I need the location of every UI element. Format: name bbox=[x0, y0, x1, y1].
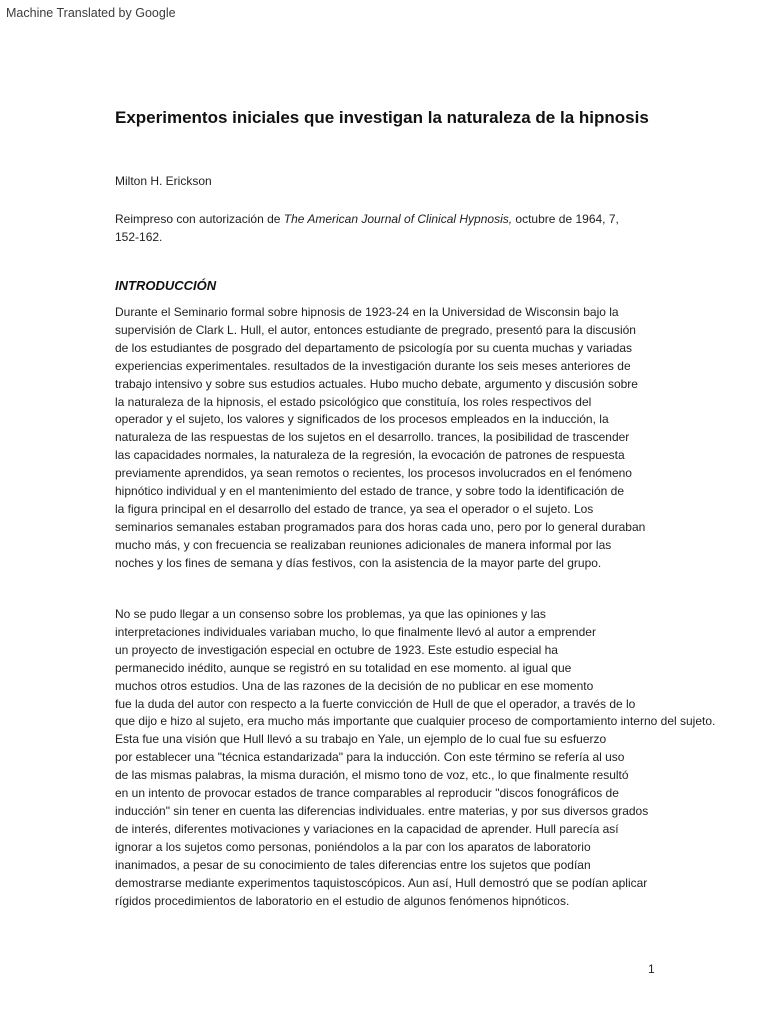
paragraph-line: noches y los fines de semana y días festivos, con la asistencia de la mayor parte del grupo. bbox=[115, 555, 602, 570]
paragraph-line: Esta fue una visión que Hull llevó a su trabajo en Yale, un ejemplo de lo cual fue su esfuerzo bbox=[115, 732, 607, 747]
page-number: 1 bbox=[648, 962, 655, 976]
paragraph-line: interpretaciones individuales variaban mucho, lo que finalmente llevó al autor a emprender bbox=[115, 624, 596, 639]
paragraph-line: hipnótico individual y en el mantenimiento del estado de trance, y sobre todo la identificación de bbox=[115, 484, 624, 499]
section-heading: INTRODUCCIÓN bbox=[115, 278, 217, 293]
paragraph-line: un proyecto de investigación especial en octubre de 1923. Este estudio especial ha bbox=[115, 642, 558, 657]
paragraph-line: permanecido inédito, aunque se registró en su totalidad en ese momento. al igual que bbox=[115, 660, 572, 675]
paragraph-line: por establecer una "técnica estandarizada" para la inducción. Con este término se refería al uso bbox=[115, 750, 625, 765]
document-title: Experimentos iniciales que investigan la naturaleza de la hipnosis bbox=[115, 108, 649, 127]
paragraph-line: seminarios semanales estaban programados para dos horas cada uno, pero por lo general duraban bbox=[115, 519, 646, 534]
paragraph-line: mucho más, y con frecuencia se realizaban reuniones adicionales de manera informal por las bbox=[115, 537, 612, 552]
paragraph-line: ignorar a los sujetos como personas, poniéndolos a la par con los aparatos de laboratorio bbox=[115, 839, 591, 854]
paragraph-line: supervisión de Clark L. Hull, el autor, entonces estudiante de pregrado, presentó para la discusión bbox=[115, 322, 636, 337]
paragraph-line: en un intento de provocar estados de trance comparables al reproducir "discos fonográficos de bbox=[115, 786, 619, 801]
author-name: Milton H. Erickson bbox=[115, 174, 212, 188]
paragraph-line: Durante el Seminario formal sobre hipnosis de 1923-24 en la Universidad de Wisconsin bajo la bbox=[115, 305, 619, 319]
paragraph-line: la naturaleza de la hipnosis, el estado psicológico que constituía, los roles respectivos del bbox=[115, 394, 592, 409]
paragraph-line: rígidos procedimientos de laboratorio en el estudio de algunos fenómenos hipnóticos. bbox=[115, 893, 570, 908]
reprint-prefix: Reimpreso con autorización de bbox=[115, 212, 284, 226]
paragraph-line: previamente aprendidos, ya sean remotos o recientes, los procesos involucrados en el fenómeno bbox=[115, 466, 632, 481]
paragraph-line: de los estudiantes de posgrado del departamento de psicología por su cuenta muchas y variadas bbox=[115, 340, 632, 355]
paragraph-line: experiencias experimentales. resultados de la investigación durante los seis meses anteriores de bbox=[115, 358, 631, 373]
machine-translation-banner: Machine Translated by Google bbox=[6, 6, 176, 20]
paragraph-line: trabajo intensivo y sobre sus estudios actuales. Hubo mucho debate, argumento y discusión sobre bbox=[115, 376, 638, 391]
reprint-line-2: 152-162. bbox=[115, 230, 163, 244]
paragraph-line: inducción" sin tener en cuenta las diferencias individuales. entre materias, y por sus diversos grados bbox=[115, 803, 649, 818]
paragraph-line: las capacidades normales, la naturaleza de la regresión, la evocación de patrones de respuesta bbox=[115, 448, 625, 463]
paragraph-line: inanimados, a pesar de su conocimiento de tales diferencias entre los sujetos que podían bbox=[115, 857, 591, 872]
paragraph-line: de interés, diferentes motivaciones y variaciones en la capacidad de aprender. Hull parecía así bbox=[115, 821, 619, 836]
paragraph-2 bbox=[115, 606, 715, 910]
paragraph-1 bbox=[115, 304, 645, 573]
paragraph-line: No se pudo llegar a un consenso sobre los problemas, ya que las opiniones y las bbox=[115, 607, 546, 621]
paragraph-line: demostrarse mediante experimentos taquistoscópicos. Aun así, Hull demostró que se podían aplicar bbox=[115, 875, 648, 890]
paragraph-line: muchos otros estudios. Una de las razones de la decisión de no publicar en ese momento bbox=[115, 678, 594, 693]
reprint-suffix: octubre de 1964, 7, bbox=[512, 212, 619, 226]
reprint-line-1 bbox=[115, 210, 619, 228]
reprint-notice bbox=[115, 210, 619, 246]
paragraph-line: que dijo e hizo al sujeto, era mucho más importante que cualquier proceso de comportamiento interno del sujeto. bbox=[115, 714, 716, 729]
paragraph-line: la figura principal en el desarrollo del estado de trance, ya sea el operador o el sujeto. Los bbox=[115, 501, 594, 516]
paragraph-line: de las mismas palabras, la misma duración, el mismo tono de voz, etc., lo que finalmente resultó bbox=[115, 768, 629, 783]
paragraph-line: naturaleza de las respuestas de los sujetos en el desarrollo. trances, la posibilidad de trascender bbox=[115, 430, 630, 445]
paragraph-line: fue la duda del autor con respecto a la fuerte convicción de Hull de que el operador, a través de lo bbox=[115, 696, 636, 711]
journal-name: The American Journal of Clinical Hypnosis, bbox=[283, 212, 513, 226]
paragraph-line: operador y el sujeto, los valores y significados de los procesos empleados en la inducción, la bbox=[115, 412, 609, 427]
